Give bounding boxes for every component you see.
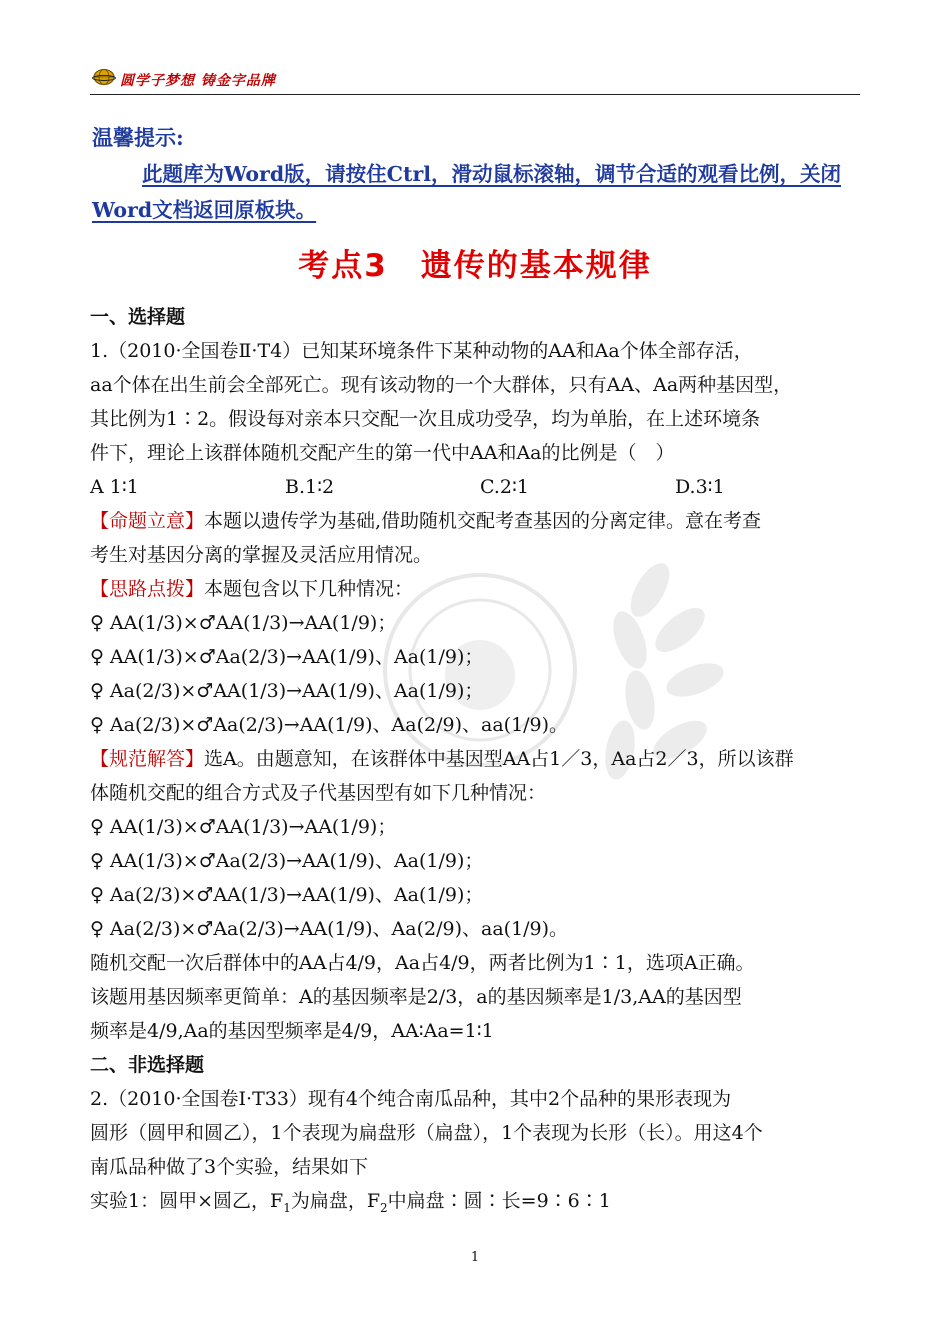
- option-d: D.3∶1: [675, 476, 725, 498]
- option-b: B.1∶2: [285, 476, 335, 498]
- answer-case: ♀ Aa(2/3)×♂Aa(2/3)→AA(1/9)、Aa(2/9)、aa(1/9)。: [90, 918, 569, 940]
- conclusion-line: 随机交配一次后群体中的AA占4/9，Aa占4/9，两者比例为1∶1，选项A正确。: [90, 952, 755, 974]
- section-heading-nonmc: 二、非选择题: [90, 1054, 205, 1076]
- q1-line: 1.（2010·全国卷Ⅱ·T4）已知某环境条件下某种动物的AA和Aa个体全部存活，: [90, 340, 753, 362]
- hint-case: ♀ AA(1/3)×♂Aa(2/3)→AA(1/9)、Aa(1/9)；: [90, 646, 484, 668]
- experiment-1: [90, 1184, 870, 1225]
- intent-text: 本题以遗传学为基础,借助随机交配考查基因的分离定律。意在考查: [204, 510, 762, 532]
- q2-line: 2.（2010·全国卷Ⅰ·T33）现有4个纯合南瓜品种，其中2个品种的果形表现为: [90, 1088, 732, 1110]
- q1-line: aa个体在出生前会全部死亡。现有该动物的一个大群体，只有AA、Aa两种基因型，: [90, 374, 793, 396]
- globe-logo-icon: [92, 68, 116, 86]
- exp1-suffix: 中扁盘∶圆∶长=9∶6∶1: [387, 1190, 611, 1212]
- answer-case: ♀ AA(1/3)×♂AA(1/3)→AA(1/9)；: [90, 816, 397, 838]
- conclusion-line: 频率是4/9,Aa的基因型频率是4/9，AA∶Aa=1∶1: [90, 1020, 494, 1042]
- intent-line: [90, 504, 870, 538]
- q1-line: 其比例为1∶2。假设每对亲本只交配一次且成功受孕，均为单胎，在上述环境条: [90, 408, 761, 430]
- hint-case: ♀ Aa(2/3)×♂AA(1/3)→AA(1/9)、Aa(1/9)；: [90, 680, 484, 702]
- hint-line: [90, 572, 870, 606]
- page-title: 考点3 遗传的基本规律: [298, 248, 652, 284]
- answer-text: 选A。由题意知，在该群体中基因型AA占1／3，Aa占2／3，所以该群: [204, 748, 794, 770]
- option-a: A 1∶1: [90, 476, 139, 498]
- option-c: C.2∶1: [480, 476, 530, 498]
- document-body: [90, 300, 870, 1225]
- exp1-mid: 为扁盘，F: [290, 1190, 381, 1212]
- tip-text: 此题库为Word版，请按住Ctrl，滑动鼠标滚轴，调节合适的观看比例，关闭Word文档返回原板块。: [92, 162, 842, 222]
- section-heading-mc: 一、选择题: [90, 306, 186, 328]
- hint-case: ♀ AA(1/3)×♂AA(1/3)→AA(1/9)；: [90, 612, 397, 634]
- q2-line: 圆形（圆甲和圆乙），1个表现为扁盘形（扁盘），1个表现为长形（长）。用这4个: [90, 1122, 763, 1144]
- hint-text: 本题包含以下几种情况：: [204, 578, 414, 600]
- answer-case: ♀ Aa(2/3)×♂AA(1/3)→AA(1/9)、Aa(1/9)；: [90, 884, 484, 906]
- answer-line: [90, 742, 870, 776]
- q1-options: [90, 470, 870, 504]
- q2-line: 南瓜品种做了3个实验，结果如下: [90, 1156, 369, 1178]
- exp1-sub1: 1: [283, 1200, 291, 1215]
- intent-tag: 【命题立意】: [90, 510, 205, 532]
- conclusion-line: 该题用基因频率更简单：A的基因频率是2/3，a的基因频率是1/3,AA的基因型: [90, 986, 742, 1008]
- page-number: 1: [470, 1250, 480, 1265]
- hint-case: ♀ Aa(2/3)×♂Aa(2/3)→AA(1/9)、Aa(2/9)、aa(1/9)。: [90, 714, 569, 736]
- header-slogan: 圆学子梦想 铸金字品牌: [120, 73, 276, 89]
- exp1-sub2: 2: [380, 1200, 388, 1215]
- tip-title: 温馨提示:: [92, 125, 184, 150]
- answer-line: 体随机交配的组合方式及子代基因型有如下几种情况：: [90, 782, 547, 804]
- exp1-prefix: 实验1：圆甲×圆乙，F: [90, 1190, 284, 1212]
- answer-tag: 【规范解答】: [90, 748, 205, 770]
- page-header: [90, 66, 860, 95]
- intent-line: 考生对基因分离的掌握及灵活应用情况。: [90, 544, 433, 566]
- hint-tag: 【思路点拨】: [90, 578, 205, 600]
- answer-case: ♀ AA(1/3)×♂Aa(2/3)→AA(1/9)、Aa(1/9)；: [90, 850, 484, 872]
- q1-line: 件下，理论上该群体随机交配产生的第一代中AA和Aa的比例是（ ）: [90, 442, 675, 464]
